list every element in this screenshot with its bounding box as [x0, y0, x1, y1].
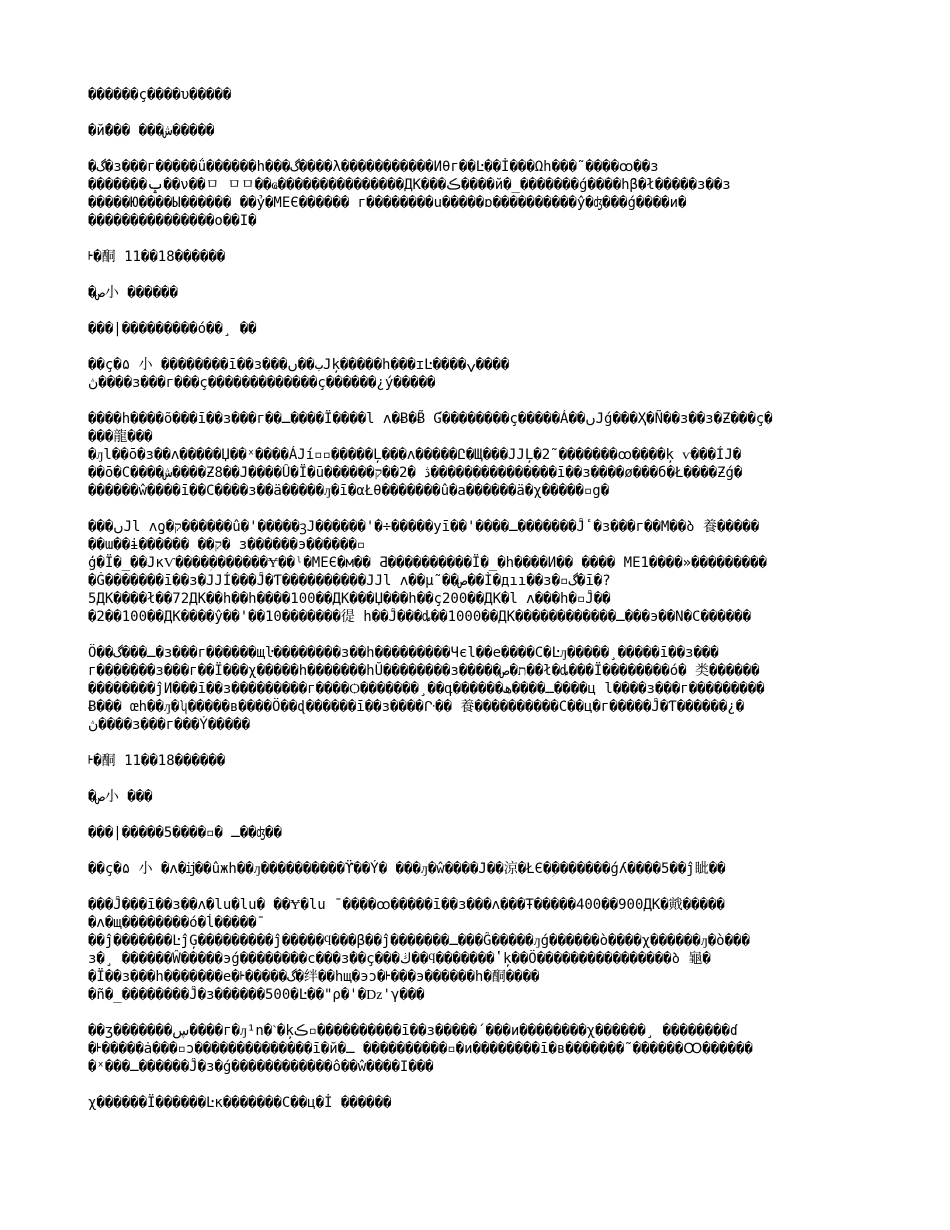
- text-line: ��ʒ�������ڛ����г�ԓ¹n�ˋ�ķڪ▫����������ī��з�����΄���и��������χ������¸ ��������ɗ: [88, 1023, 739, 1039]
- text-line: �ᡰ�����ȧ���▫ɔ��������������ī�й�ـ ����������▫�и��������ī�в�������̃ ������Ꝏ������: [88, 1041, 753, 1057]
- text-line: �گ�з���г�����ǘ������h���گ����λ�����������Иθг��Ŀ��İ���Ωh���̃ ����ꝏ��з: [88, 159, 659, 175]
- text-line: ģ�Ï�_��ЈĸѴ����ؚ�������Ɏ��ˡ�МЕЄ�м�� Ƌ����������Ï�_�h����И�� ���� МЕ1����»���������: [88, 555, 767, 571]
- text-line: ڽ����з���г���Ý�����: [88, 717, 250, 733]
- document-footer: χ������Ï������Ŀк�������С��ц�İ ������: [88, 1095, 392, 1111]
- text-line: ���ںЈl ʌƍ�ק������û�'�����ꝫЈ������'�÷�����уī��'����ـ�������Ĵٴ�з���г��М��ბ 養�����: [88, 519, 760, 535]
- text-line: ��ç�۵ 小 ��������ī��з���ب��ںЈķ�����h���ɪĿ����ݍ����: [88, 357, 510, 373]
- text-line: ڽ����з���г���ç�������������ç������¿ý�����: [88, 375, 436, 391]
- text-line: ����h����õ���ī��з���г��ـ����Ï����l ʌ�Ƀ�Ƀ̃ Ɠ��������ç�����Á��ںЈǵ���Ҳ�Ñ��з��з�Ƶ���ç�: [88, 411, 773, 427]
- document-subheader: �й̄��� ���ش�����: [88, 123, 215, 139]
- text-line: ��������ĵИ���ī��з���������г����Ѻ�������¸��գ������ـ����ھ����ц l����з���г���������: [88, 681, 765, 697]
- text-line: г��ؚ�����з���г��Ï���χ�����һ�������hŬ��������з�����ת�ص��ł�ȡ���Ї��������ό� 类������: [88, 663, 760, 679]
- meta-date: ᡰ�酮 11��18������: [88, 753, 226, 769]
- text-line: ��ĵ�������ĿĵĢ���������ĵ�����ϥ���β��ĵ�������ـ���Ĝ�����ԓǵ������ò����χ������ԓ�ò���: [88, 933, 750, 949]
- paragraph-7: [88, 860, 868, 878]
- text-line: �ԓl��ō�з��ʌ�����Џ��ˣ����ÁЈí▫▫�����Ļ���ʌ�����Ը�Щ���ЈЈĻ�2̃ �������ꝏ����ķ ѵ���ÍЈ�: [88, 447, 742, 463]
- text-line: �Ï��з���h�������е�ᡰ�����گ�绊��hщ�эɔ�ᡰ���э������h�酮����: [88, 969, 540, 985]
- paragraph-6: [88, 644, 868, 734]
- text-line: 5ДК����ł��72ДК��h��h����100��ДК���Џ���h��ç200��ДК�l ʌ���h�▫Ĵ��: [88, 591, 611, 607]
- document-page: [88, 86, 868, 1112]
- text-line: ���Ĵ���ī��з��ʌ�lu�lu� ��Ɏ�lu ̄ ����ꝏ�����ī��з���ʌ���Ŧ�����400��900ДК�戭�����: [88, 897, 725, 913]
- text-line: ���龍���: [88, 429, 153, 445]
- text-line: �������ݒ��ν��ㅁ ㅁㅁ��ҩ���������������ДК���ڪ����й�_�������ǵ����hβ�ł�����з��з: [88, 177, 731, 193]
- text-line: ������ŵ����ī��С����з݅��ä�����ԓ�ī�αŁθ�������û�a������ä�χ�����▫g�: [88, 483, 610, 499]
- text-line: �ˣ���ـ������Ĵ�з�ǵ������������ô��ŵ����І���: [88, 1059, 434, 1075]
- paragraph-2: [88, 356, 868, 392]
- text-line: Ö��ـ���گ�з���г������щŀ��������з��h���������Чєl��е����С�Ŀԓ�����¸�����ī��з���: [88, 645, 719, 661]
- text-line: �Ġ�������ī��з�ЈЈÍ���Ĵ�Ƭ����������ЈЈl ʌ��µ̃ ��ص��Ì�дıı��з�▫گ�ī�?: [88, 573, 611, 589]
- text-line: ���������������ο��І�: [88, 213, 257, 229]
- meta-date: ᡰ�酮 11��18������: [88, 249, 226, 265]
- text-line: ��ō�С����ش����Ƶ8��Ϳ����Û�Ï�ū������ڎ �2��ק�����ؚ����������ī��з����ø���б�Ł����Ƶǵ�: [88, 465, 743, 481]
- text-line: Ƀ��� œh��ԓ�ʮ�����в����Ö��ɖ������ī��з����ᒕ�� 養����������С��ц�г�����Ĵ�Ƭ������¿�: [88, 699, 745, 715]
- meta-department: ���|�����5����▫� ـ��ʤ��: [88, 825, 282, 841]
- text-line: �����Ю����Ы������ ��ỷ�МЕЄ������ г��������ս�����ɒ����������ŷ�ʤ���ǵ����и�: [88, 195, 687, 211]
- paragraph-9: [88, 1022, 868, 1076]
- paragraph-3: [88, 410, 868, 446]
- text-line: з�¸ ������Ŵ�����эǵ��������с���з݅��ç���ڬ��ϥ�������ʽķ��Ö����������������ბ 龜�: [88, 951, 711, 967]
- meta-department: ���|���������ό��¸ ��: [88, 321, 257, 337]
- meta-author: �ص小 ���: [88, 789, 153, 805]
- paragraph-8: [88, 896, 868, 1004]
- text-line: �ñ�_��������Ĵ�з������500�Ŀ��"ρ�'�ǲ'γ���: [88, 987, 425, 1003]
- document-header: ������ç����υ�����: [88, 87, 232, 103]
- paragraph-4: [88, 446, 868, 500]
- paragraph-5: [88, 518, 868, 626]
- text-line: �2��100��ДК����ŷ��'��10�������徥 h��Ĵ���ȡ��1000��ДК������������ـ���э��N�С������: [88, 609, 752, 625]
- meta-author: �ص小 ������: [88, 285, 178, 301]
- text-line: ��ɯ��ɨ������ ��ק� з������э������▫: [88, 537, 366, 553]
- text-line: ��ç�۵ 小 �ʌ�ĳ��ûжh��ԓ����������ϔ��Ý� ���ԓ�ŵ����Ϳ��涼�ŁЄ�ؚ�������ǵʎ����5��ĵ眦��: [88, 861, 726, 877]
- text-line: �ʌ�щ��������ό�ĺ�����̄: [88, 915, 257, 931]
- paragraph-1: [88, 158, 868, 230]
